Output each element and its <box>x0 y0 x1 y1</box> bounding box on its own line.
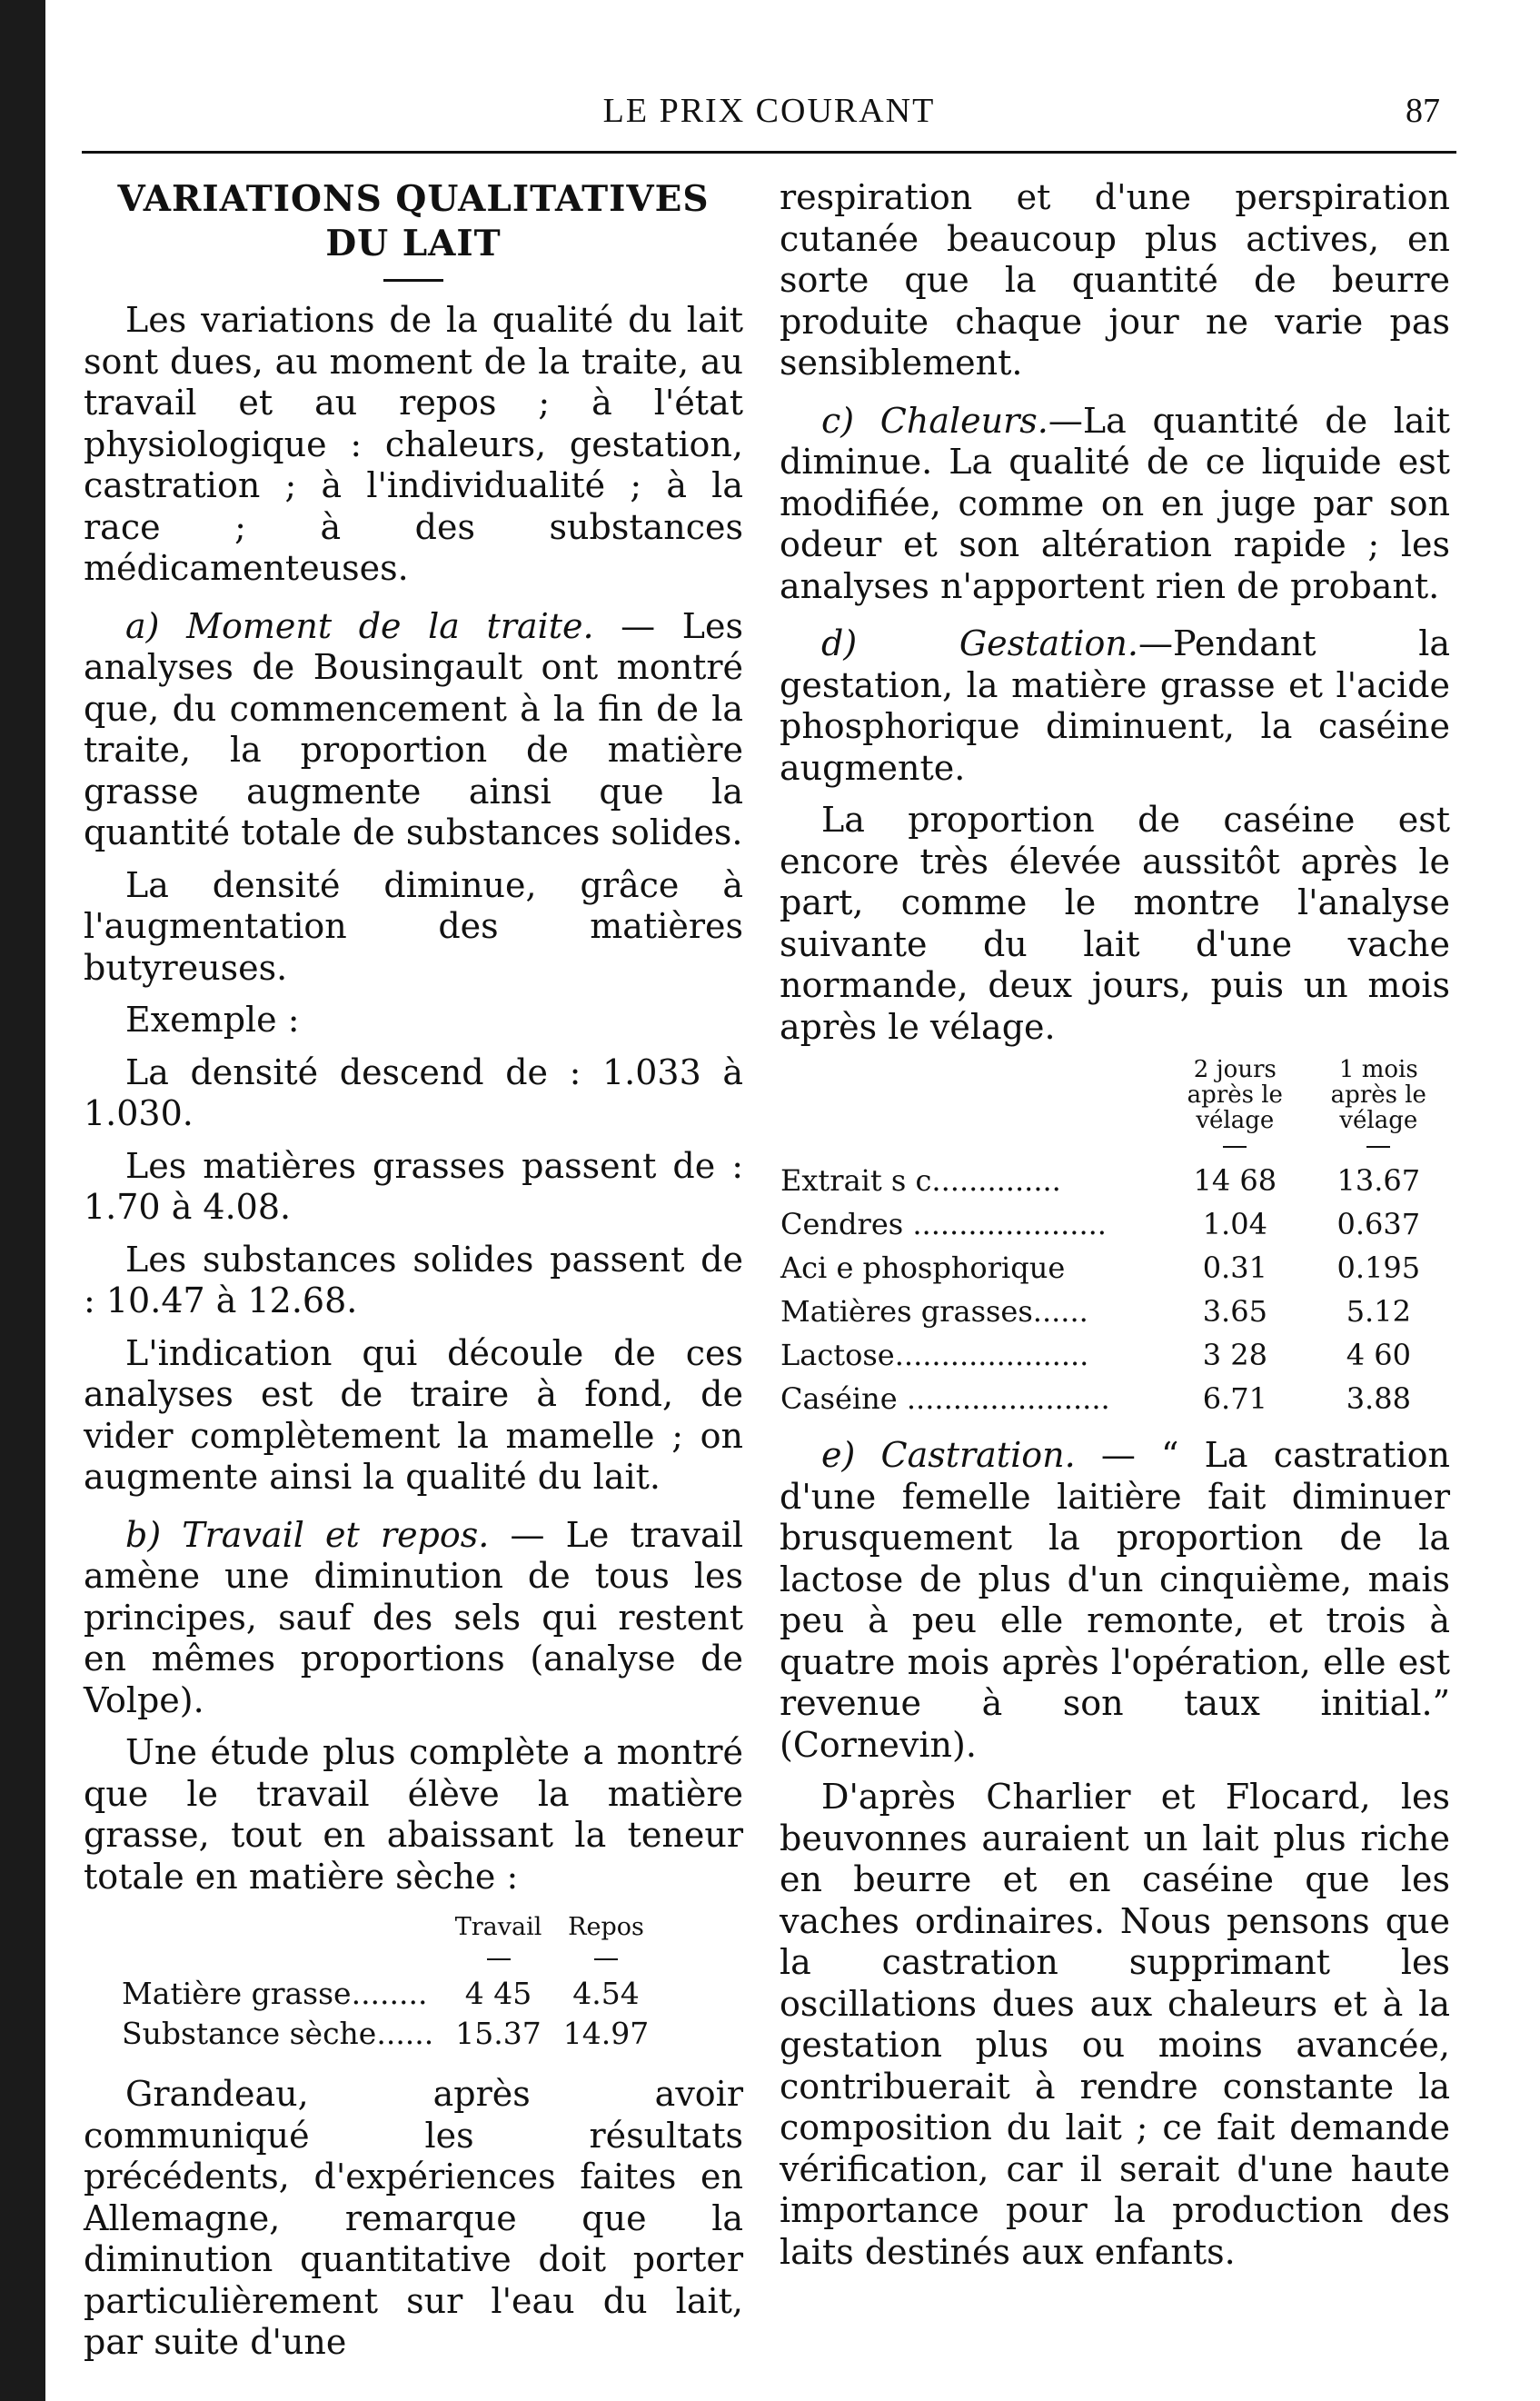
cell-2-jours: 14 68 <box>1193 1163 1277 1198</box>
charlier-paragraph: D'après Charlier et Flocard, les beuvonnes auraient un lait plus riche en beurre et en caséine que les vaches ordinaires. Nous pensons que la castration supprimant les oscillations dues aux chaleurs et à la gestation plus ou moins avancée, contribuerait à rendre constante la composition du lait ; ce fait demande vérification, car il serait d'une haute importance pour la production des laits destinés aux enfants. <box>780 1777 1450 2272</box>
table-row <box>780 1290 1450 1333</box>
section-d-paragraph <box>780 623 1450 789</box>
cell-2-jours: 3 28 <box>1202 1338 1267 1372</box>
heading-line-2: DU LAIT <box>325 223 502 264</box>
cell-1-mois: 0.637 <box>1336 1207 1421 1241</box>
table-row <box>780 1202 1450 1246</box>
col-header-repos: Repos <box>552 1912 660 1974</box>
grandeau-paragraph: Grandeau, après avoir communiqué les résultats précédents, d'expériences faites en Allemagne, remarque que la diminution quantitative doit porter particulièrement sur l'eau du lait, par suite d'une <box>84 2074 743 2362</box>
cell-2-jours: 6.71 <box>1202 1381 1267 1416</box>
page-header <box>82 91 1456 154</box>
row-label: Cendres ..................... <box>780 1207 1107 1241</box>
running-title: LE PRIX COURANT <box>602 92 936 130</box>
table-row <box>780 1159 1450 1202</box>
etude-paragraph: Une étude plus complète a montré que le travail élève la matière grasse, tout en abaissant la teneur totale en matière sèche : <box>84 1732 743 1897</box>
section-b-paragraph <box>84 1515 743 1722</box>
section-d-label: d) Gestation. <box>821 623 1138 663</box>
intro-paragraph: Les variations de la qualité du lait sont dues, au moment de la traite, au travail et au repos ; à l'état physiologique : chaleurs, gestation, castration ; à l'individualité ; à la race ; à des substances médicamenteuses. <box>84 300 743 588</box>
cell-2-jours: 0.31 <box>1202 1250 1267 1285</box>
section-e-text: — “ La castration d'une femelle laitière fait diminuer brusquement la proportion de la lactose de plus d'un cinquième, mais peu à peu elle remonte, et trois à quatre mois après l'opération, elle est revenue à son taux initial.” (Cornevin). <box>780 1435 1450 1765</box>
section-c-label: c) Chaleurs. <box>821 400 1048 441</box>
velage-analysis-table <box>780 1057 1450 1420</box>
scan-binding-edge <box>0 0 45 2401</box>
col-header-travail: Travail <box>444 1912 551 1974</box>
right-column <box>780 177 1450 2273</box>
row-label: Extrait s c.............. <box>780 1163 1061 1198</box>
cell-2-jours: 1.04 <box>1202 1207 1267 1241</box>
section-c-paragraph <box>780 401 1450 608</box>
heading-line-1: VARIATIONS QUALITATIVES <box>117 178 710 220</box>
example-matieres-grasses: Les matières grasses passent de : 1.70 à 4.08. <box>84 1145 743 1227</box>
left-column <box>84 177 743 2364</box>
table-row <box>780 1377 1450 1420</box>
section-d-text: —Pendant la gestation, la matière grasse et l'acide phosphorique diminuent, la caséine augmente. <box>780 623 1451 788</box>
proportion-paragraph: La proportion de caséine est encore très élevée aussitôt après le part, comme le montre l'analyse suivante du lait d'une vache normande, deux jours, puis un mois après le vélage. <box>780 800 1450 1047</box>
example-substances-solides: Les substances solides passent de : 10.47 à 12.68. <box>84 1239 743 1320</box>
cell-1-mois: 0.195 <box>1336 1250 1421 1285</box>
section-c-text: —La quantité de lait diminue. La qualité de ce liquide est modifiée, comme on en juge par son odeur et son altération rapide ; les analyses n'apportent rien de probant. <box>780 400 1450 606</box>
row-label: Matière grasse........ <box>122 1976 428 2011</box>
table-row <box>780 1246 1450 1290</box>
cell-2-jours: 3.65 <box>1202 1294 1267 1329</box>
section-a-text: — Les analyses de Bousingault ont montré que, du commencement à la fin de la traite, la proportion de matière grasse augmente ainsi que la quantité totale de substances solides. <box>84 605 743 852</box>
cell-1-mois: 13.67 <box>1336 1163 1421 1198</box>
row-label: Lactose..................... <box>780 1338 1089 1372</box>
cell-1-mois: 4 60 <box>1346 1338 1411 1372</box>
cell-travail: 4 45 <box>464 1976 532 2011</box>
col-header-1-mois: 1 mois après le vélage <box>1307 1057 1450 1159</box>
section-e-label: e) Castration. <box>821 1435 1076 1475</box>
cell-travail: 15.37 <box>455 2016 541 2051</box>
indication-paragraph: L'indication qui découle de ces analyses est de traire à fond, de vider complètement la mamelle ; on augmente ainsi la qualité du lait. <box>84 1332 743 1497</box>
cell-repos: 4.54 <box>572 1976 640 2011</box>
cell-repos: 14.97 <box>562 2016 650 2051</box>
article-heading <box>84 177 743 266</box>
section-b-label: b) Travail et repos. <box>125 1514 490 1555</box>
table-row <box>780 1333 1450 1377</box>
travail-repos-table <box>111 1912 660 2054</box>
example-densite: La densité descend de : 1.033 à 1.030. <box>84 1051 743 1133</box>
continued-paragraph: respiration et d'une perspiration cutanée beaucoup plus actives, en sorte que la quantité de beurre produite chaque jour ne varie pas sensiblement. <box>780 177 1450 383</box>
section-b-text: — Le travail amène une diminution de tous les principes, sauf des sels qui restent en mêmes proportions (analyse de Volpe). <box>84 1514 743 1720</box>
table-row <box>111 2014 660 2054</box>
row-label: Aci e phosphorique <box>780 1250 1066 1285</box>
cell-1-mois: 5.12 <box>1346 1294 1411 1329</box>
header-rule <box>82 151 1456 154</box>
section-a-label: a) Moment de la traite. <box>125 605 594 646</box>
exemple-paragraph: Exemple : <box>125 1000 300 1040</box>
heading-dash <box>383 279 443 282</box>
table-header-row <box>111 1912 660 1974</box>
row-label: Matières grasses...... <box>780 1294 1088 1329</box>
row-label: Caséine ...................... <box>780 1381 1110 1416</box>
section-e-paragraph <box>780 1435 1450 1766</box>
densite-paragraph: La densité diminue, grâce à l'augmentation des matières butyreuses. <box>84 864 743 988</box>
page-number: 87 <box>1406 92 1440 130</box>
row-label: Substance sèche...... <box>122 2016 434 2051</box>
section-a-paragraph <box>84 606 743 854</box>
col-header-2-jours: 2 jours après le vélage <box>1163 1057 1307 1159</box>
cell-1-mois: 3.88 <box>1346 1381 1411 1416</box>
table-header-row <box>780 1057 1450 1159</box>
table-row <box>111 1974 660 2014</box>
